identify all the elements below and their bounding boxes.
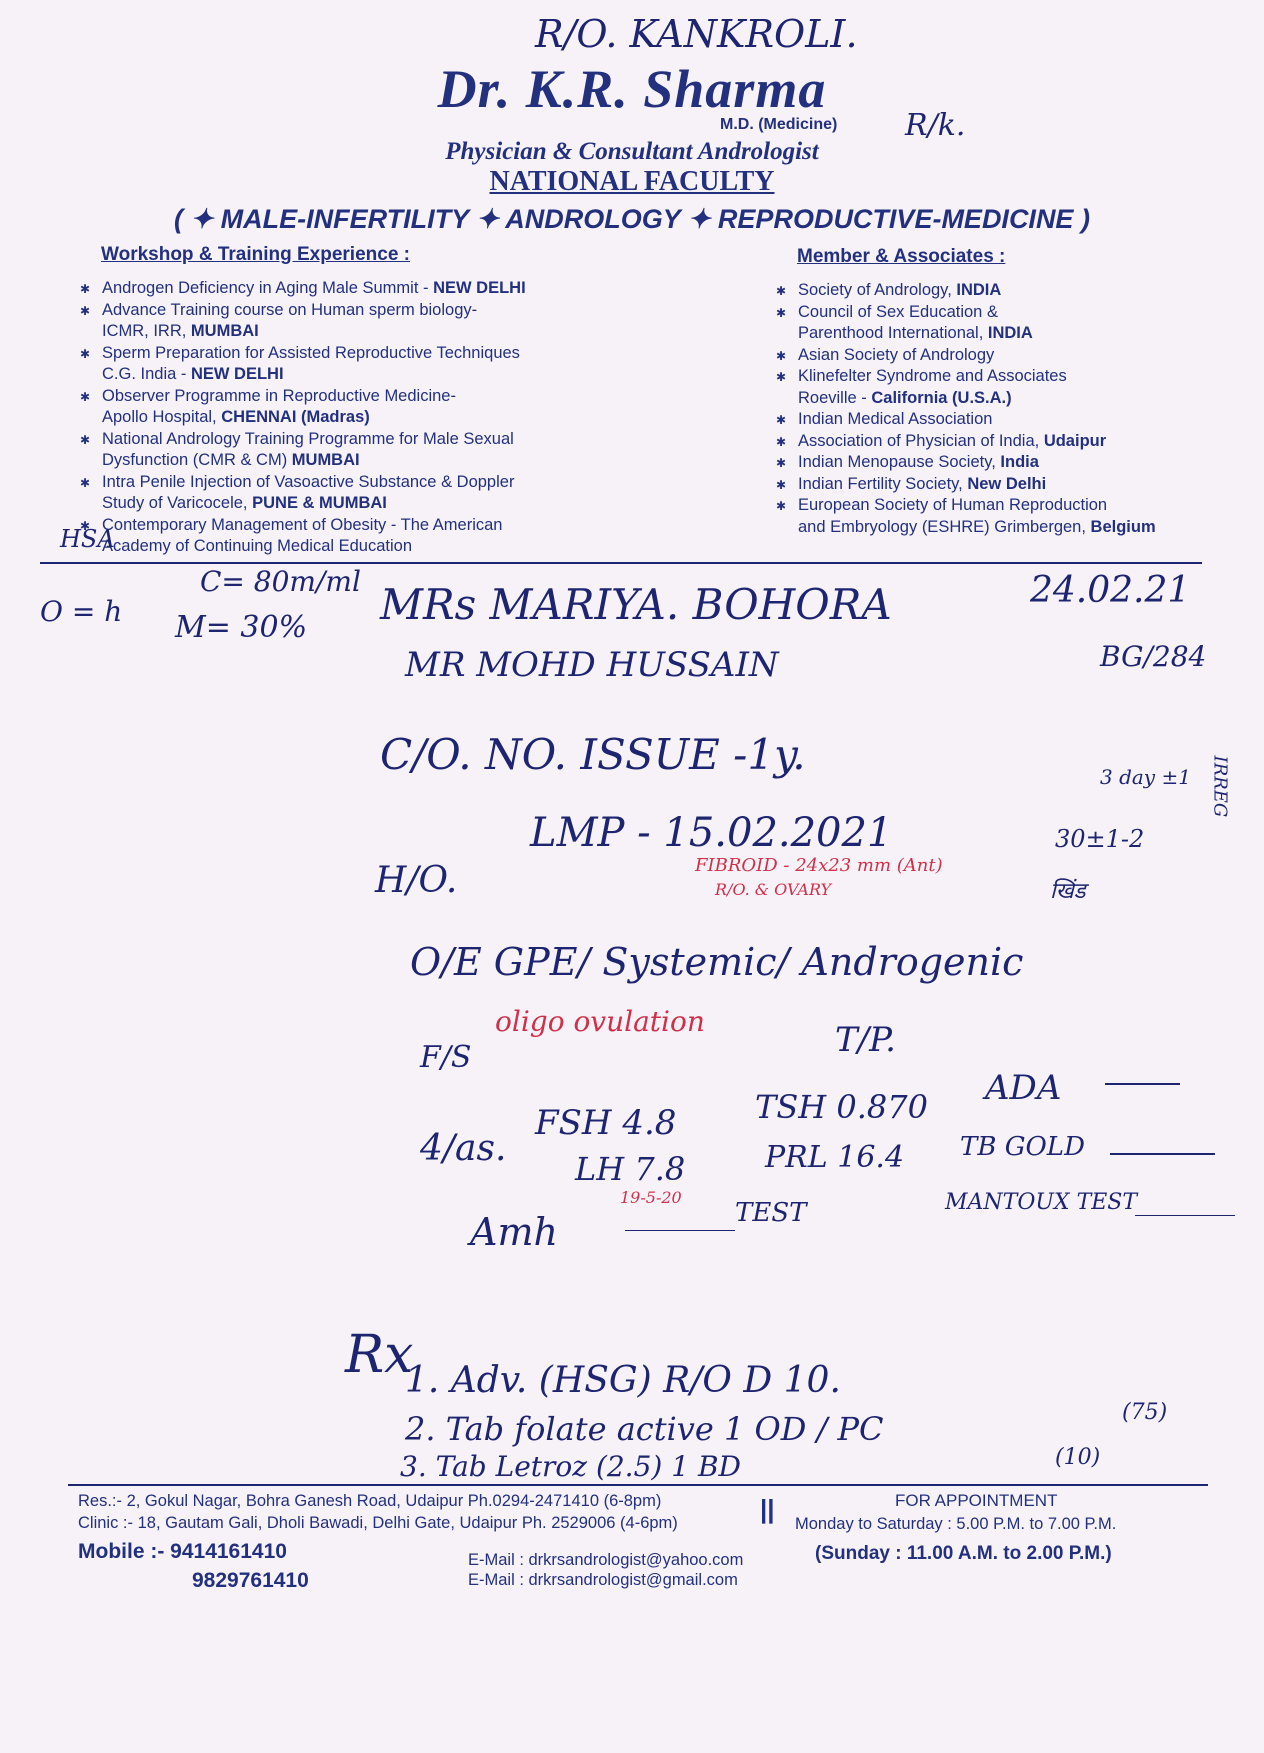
footer-separator: || bbox=[760, 1494, 775, 1524]
tb-gold-label: TB GOLD bbox=[960, 1132, 1085, 1162]
workshop-item: ✱ National Andrology Training Programme for Male Sexual Dysfunction (CMR & CM) MUMBAI bbox=[80, 429, 640, 472]
history-label: H/O. bbox=[375, 860, 458, 901]
ada-blank-line bbox=[1105, 1083, 1180, 1085]
workshop-item: ✱ Contemporary Management of Obesity - The American Academy of Continuing Medical Education bbox=[80, 515, 640, 558]
specialties-line: ( ✦ MALE-INFERTILITY ✦ ANDROLOGY ✦ REPRODUCTIVE-MEDICINE ) bbox=[174, 204, 1090, 234]
rx-item-2-qty: (75) bbox=[1122, 1400, 1168, 1425]
amh-label: Amh bbox=[470, 1210, 558, 1254]
visit-date: 24.02.21 bbox=[1030, 570, 1191, 611]
exam-finding-red: oligo ovulation bbox=[495, 1005, 705, 1038]
registration-number: BG/284 bbox=[1100, 640, 1207, 673]
weekday-hours: Monday to Saturday : 5.00 P.M. to 7.00 P.M. bbox=[795, 1515, 1117, 1533]
email-gmail: E-Mail : drkrsandrologist@gmail.com bbox=[468, 1571, 738, 1589]
rx-item-2: 2. Tab folate active 1 OD / PC bbox=[405, 1410, 884, 1448]
national-faculty: NATIONAL FACULTY bbox=[489, 166, 775, 197]
mobile-number-1: Mobile :- 9414161410 bbox=[78, 1540, 287, 1563]
mantoux-blank-line bbox=[1135, 1215, 1235, 1216]
examination: O/E GPE/ Systemic/ Androgenic bbox=[410, 940, 1024, 984]
lh-value: LH 7.8 bbox=[575, 1150, 686, 1188]
fs-label: F/S bbox=[420, 1040, 472, 1075]
test-label: TEST bbox=[735, 1198, 807, 1228]
ovary-note: R/O. & OVARY bbox=[715, 880, 832, 899]
footer-divider bbox=[68, 1484, 1208, 1486]
rx-symbol: Rx bbox=[345, 1325, 414, 1385]
patient-name: MRs MARIYA. BOHORA bbox=[380, 580, 892, 629]
members-list bbox=[776, 280, 1216, 538]
clinic-address: Clinic :- 18, Gautam Gali, Dholi Bawadi, Delhi Gate, Udaipur Ph. 2529006 (4-6pm) bbox=[78, 1514, 678, 1532]
cycle-length: 30±1-2 bbox=[1055, 825, 1145, 853]
workshop-list bbox=[80, 278, 640, 558]
mantoux-label: MANTOUX TEST bbox=[945, 1190, 1138, 1215]
mobile-number-2: 9829761410 bbox=[192, 1569, 309, 1592]
top-mark: R/k. bbox=[905, 108, 966, 143]
residence-address: Res.:- 2, Gokul Nagar, Bohra Ganesh Road, Udaipur Ph.0294-2471410 (6-8pm) bbox=[78, 1492, 662, 1510]
workshop-item: ✱ Androgen Deficiency in Aging Male Summit - NEW DELHI bbox=[80, 278, 640, 300]
degree: M.D. (Medicine) bbox=[720, 116, 838, 133]
appointment-heading: FOR APPOINTMENT bbox=[895, 1491, 1058, 1510]
rx-item-1: 1. Adv. (HSG) R/O D 10. bbox=[405, 1360, 841, 1401]
member-item: ✱ Council of Sex Education & Parenthood International, INDIA bbox=[776, 302, 1216, 345]
workshop-item: ✱ Sperm Preparation for Assisted Reproductive Techniques C.G. India - NEW DELHI bbox=[80, 343, 640, 386]
header-divider bbox=[40, 562, 1202, 564]
member-item: ✱ Indian Medical Association bbox=[776, 409, 1216, 431]
cycle-irregular: IRREG bbox=[1209, 755, 1231, 818]
rx-item-3: 3. Tab Letroz (2.5) 1 BD bbox=[400, 1450, 741, 1483]
doctor-name: Dr. K.R. Sharma bbox=[437, 59, 827, 119]
tp-label: T/P. bbox=[835, 1020, 896, 1060]
member-item: ✱ Indian Fertility Society, New Delhi bbox=[776, 474, 1216, 496]
member-item: ✱ Asian Society of Andrology bbox=[776, 345, 1216, 367]
workshop-item: ✱ Advance Training course on Human sperm biology- ICMR, IRR, MUMBAI bbox=[80, 300, 640, 343]
hsa-motility: M= 30% bbox=[175, 610, 308, 645]
member-item: ✱ Society of Andrology, INDIA bbox=[776, 280, 1216, 302]
workshop-heading: Workshop & Training Experience : bbox=[101, 244, 410, 265]
lmp-date: LMP - 15.02.2021 bbox=[530, 810, 893, 856]
doctor-title: Physician & Consultant Andrologist bbox=[445, 138, 819, 165]
member-item: ✱ Indian Menopause Society, India bbox=[776, 452, 1216, 474]
rx-item-3-qty: (10) bbox=[1055, 1445, 1101, 1470]
sunday-hours: (Sunday : 11.00 A.M. to 2.00 P.M.) bbox=[815, 1543, 1112, 1564]
hindi-note: खिंड bbox=[1050, 879, 1086, 904]
workshop-item: ✱ Intra Penile Injection of Vasoactive Substance & Doppler Study of Varicocele, PUNE & MUMBAI bbox=[80, 472, 640, 515]
tsh-value: TSH 0.870 bbox=[755, 1088, 928, 1126]
members-heading: Member & Associates : bbox=[797, 246, 1006, 267]
investigations-label: 4/as. bbox=[420, 1128, 507, 1169]
email-yahoo: E-Mail : drkrsandrologist@yahoo.com bbox=[468, 1551, 744, 1569]
member-item: ✱ Klinefelter Syndrome and Associates Roeville - California (U.S.A.) bbox=[776, 366, 1216, 409]
hsa-label: HSA bbox=[60, 525, 115, 553]
fibroid-note: FIBROID - 24x23 mm (Ant) bbox=[695, 855, 943, 876]
amh-blank-line bbox=[625, 1230, 735, 1231]
residence-note: R/O. KANKROLI. bbox=[535, 12, 858, 56]
husband-name: MR MOHD HUSSAIN bbox=[405, 645, 779, 685]
prl-value: PRL 16.4 bbox=[765, 1140, 905, 1175]
workshop-item: ✱ Observer Programme in Reproductive Medicine- Apollo Hospital, CHENNAI (Madras) bbox=[80, 386, 640, 429]
tb-gold-blank-line bbox=[1110, 1153, 1215, 1155]
member-item: ✱ Association of Physician of India, Udaipur bbox=[776, 431, 1216, 453]
ratio-note: 19-5-20 bbox=[620, 1188, 682, 1207]
member-item: ✱ European Society of Human Reproduction and Embryology (ESHRE) Grimbergen, Belgium bbox=[776, 495, 1216, 538]
fsh-value: FSH 4.8 bbox=[535, 1103, 677, 1143]
ada-label: ADA bbox=[985, 1068, 1062, 1108]
hsa-ooh: O = h bbox=[40, 595, 123, 628]
hsa-count: C= 80m/ml bbox=[200, 565, 361, 598]
cycle-days: 3 day ±1 bbox=[1100, 765, 1191, 789]
chief-complaint: C/O. NO. ISSUE -1y. bbox=[380, 730, 806, 779]
